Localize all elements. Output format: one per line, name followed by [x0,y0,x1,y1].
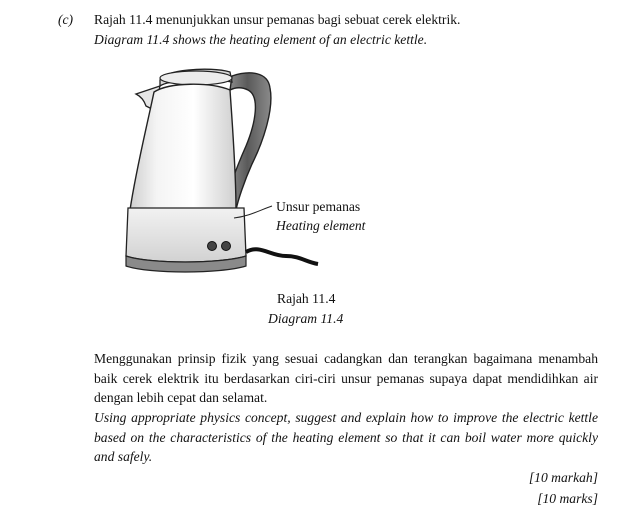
kettle-diagram [120,60,320,280]
kettle-button-left [208,242,217,251]
task-english: Using appropriate physics concept, suggest and explain how to improve the electric kettle based on the characteristics of the heating element so that it can boil water more quickly and safely. [94,410,598,464]
heating-element-label-malay: Unsur pemanas [276,199,361,214]
question-label: (c) [58,12,74,27]
diagram-caption-malay: Rajah 11.4 [277,291,336,306]
task-malay: Menggunakan prinsip fizik yang sesuai cadangkan dan terangkan bagaimana menambah baik cerek elektrik itu berdasarkan ciri-ciri unsur pemanas supaya dapat mendidihkan air dengan lebih cepat dan selamat. [94,351,598,405]
marks-english: [10 marks] [537,491,598,506]
heating-element-label-english: Heating element [276,218,366,233]
power-cord [246,249,318,264]
diagram-caption-english: Diagram 11.4 [268,311,344,326]
intro-malay: Rajah 11.4 menunjukkan unsur pemanas bagi sebuat cerek elektrik. [94,12,461,27]
kettle-button-right [222,242,231,251]
intro-english: Diagram 11.4 shows the heating element of an electric kettle. [94,32,428,47]
marks-malay: [10 markah] [528,470,598,485]
kettle-base [126,208,246,262]
